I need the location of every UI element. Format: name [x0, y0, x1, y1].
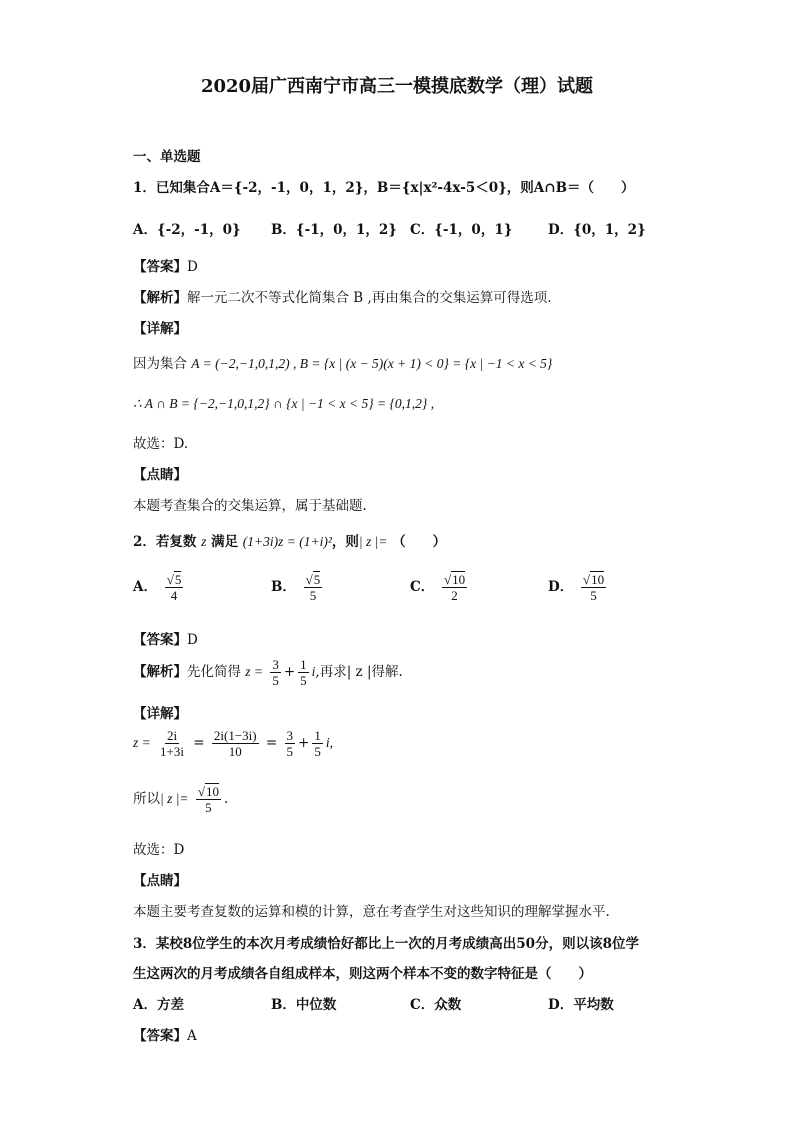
option-fraction	[304, 572, 323, 603]
q1-stem-prefix: 1．已知集合	[133, 180, 210, 196]
fraction-denominator: 5	[590, 588, 597, 603]
q2-answer	[133, 628, 198, 648]
so-prefix: 所以	[133, 791, 160, 807]
sqrt-radicand: 10	[591, 572, 605, 587]
fraction-numerator: √5	[305, 572, 321, 587]
fraction-numerator: 2i	[166, 728, 178, 743]
so-abs: | z |=	[160, 791, 189, 806]
fraction-denominator: 2	[451, 588, 458, 603]
detail-eq: =	[193, 735, 205, 751]
option-fraction	[581, 572, 606, 603]
detail-prefix: 因为集合	[133, 356, 187, 372]
q2-option-d	[548, 572, 609, 603]
q2-comment-tag: 【点睛】	[133, 873, 187, 889]
q3-option-c: C．众数	[410, 997, 462, 1013]
q1-stem-sets: A＝{-2，-1，0，1，2}，B＝{x|x²-4x-5＜0}，则A∩B＝（ ）	[209, 180, 635, 196]
analysis-i: i	[311, 664, 316, 679]
sqrt-radicand: 10	[205, 784, 219, 799]
fraction-denominator: 5	[300, 673, 307, 688]
detail-eq-2: =	[265, 735, 278, 751]
fraction-numerator: √10	[582, 572, 605, 587]
q3-option-a: A．方差	[133, 997, 184, 1013]
q2-conclusion: 故选：D	[133, 842, 185, 858]
q3-stem-line1: 3．某校8位学生的本次月考成绩恰好都比上一次的月考成绩高出50分，则以该8位学	[133, 936, 639, 952]
option-label: D．	[548, 579, 574, 595]
analysis-lhs: z =	[245, 664, 264, 679]
q2-detail-equation	[133, 728, 333, 759]
q1-option-c: C．{-1，0，1}	[410, 222, 513, 238]
answer-tag: 【答案】	[133, 632, 187, 648]
section-heading: 一、单选题	[133, 149, 201, 165]
q3-answer	[133, 1024, 197, 1044]
analysis-frac-1	[270, 657, 281, 688]
detail-frac-2	[212, 728, 259, 759]
q1-comment: 本题考查集合的交集运算，属于基础题.	[133, 498, 367, 514]
detail-frac-4	[312, 728, 323, 759]
sqrt-radicand: 10	[452, 572, 466, 587]
answer-value: D	[187, 632, 198, 648]
detail-math: A = (−2,−1,0,1,2) , B = {x | (x − 5)(x + 1) < 0} = {x | −1 < x < 5}	[191, 356, 553, 371]
fraction-denominator: 1+3i	[160, 744, 184, 759]
answer-value: A	[187, 1028, 197, 1044]
fraction-denominator: 10	[228, 744, 242, 759]
q1-detail-line1	[133, 352, 552, 372]
fraction-denominator: 5	[286, 744, 294, 759]
fraction-numerator: 2i(1−3i)	[213, 728, 257, 743]
sqrt-radicand: 5	[313, 572, 321, 587]
fraction-denominator: 4	[170, 588, 178, 603]
option-label: B．	[271, 579, 296, 595]
q2-stem-suffix: ，则	[331, 534, 359, 550]
q1-option-b: B．{-1，0，1，2}	[271, 222, 397, 238]
answer-value: D	[187, 259, 198, 275]
fraction-numerator: √10	[443, 572, 466, 587]
q1-comment-tag: 【点睛】	[133, 467, 187, 483]
analysis-text: 解一元二次不等式化简集合 B ,再由集合的交集运算可得选项.	[187, 290, 552, 306]
fraction-denominator: 5	[314, 744, 321, 759]
detail-frac-3	[285, 728, 296, 759]
q2-stem-z: z	[201, 534, 207, 549]
sqrt-radicand: 5	[174, 572, 182, 587]
q1-detail-tag: 【详解】	[133, 321, 187, 337]
q1-detail-line2: ∴ A ∩ B = {−2,−1,0,1,2} ∩ {x | −1 < x < 5} = {0,1,2} ,	[133, 396, 435, 411]
analysis-tag: 【解析】	[133, 664, 187, 680]
q1-analysis	[133, 286, 552, 306]
page-title: 2020届广西南宁市高三一模摸底数学（理）试题	[200, 76, 594, 97]
q3-stem-line2: 生这两次的月考成绩各自组成样本，则这两个样本不变的数字特征是（ ）	[133, 966, 592, 982]
detail-plus: +	[298, 735, 310, 751]
answer-tag: 【答案】	[133, 259, 187, 275]
fraction-numerator: 3	[272, 657, 279, 672]
so-frac	[196, 784, 221, 815]
q1-option-d: D．{0，1，2}	[548, 222, 646, 238]
fraction-numerator: 3	[286, 728, 294, 743]
option-fraction	[442, 572, 467, 603]
q2-option-a	[133, 572, 186, 603]
analysis-prefix: 先化简得	[187, 664, 241, 680]
fraction-denominator: 5	[309, 588, 317, 603]
fraction-numerator: √10	[197, 784, 219, 799]
fraction-numerator: 1	[300, 657, 307, 672]
detail-lhs: z =	[133, 735, 151, 750]
option-label: A．	[133, 579, 157, 595]
q3-option-b: B．中位数	[271, 997, 337, 1013]
q1-option-a: A．{-2，-1，0}	[133, 222, 241, 238]
q2-stem-abs: | z |=	[358, 534, 388, 549]
detail-frac-1	[158, 728, 186, 759]
q2-modulus-line	[133, 784, 228, 815]
fraction-denominator: 5	[272, 673, 279, 688]
q2-comment: 本题主要考查复数的运算和模的计算，意在考查学生对这些知识的理解掌握水平.	[133, 904, 610, 920]
fraction-numerator: 1	[314, 728, 321, 743]
analysis-tag: 【解析】	[133, 290, 187, 306]
q2-stem-eq: (1+3i)z = (1+i)²	[242, 534, 332, 549]
so-tail: .	[223, 791, 229, 807]
q2-option-b	[271, 572, 325, 603]
q2-option-c	[410, 572, 470, 603]
q2-detail-tag: 【详解】	[133, 706, 187, 722]
q2-analysis	[133, 657, 403, 688]
answer-tag: 【答案】	[133, 1028, 187, 1044]
q2-stem-mid: 满足	[211, 534, 239, 550]
fraction-numerator: √5	[166, 572, 182, 587]
q1-answer	[133, 255, 198, 275]
analysis-suffix: ,再求| z |得解.	[315, 664, 403, 680]
q2-stem-end: （ ）	[392, 534, 447, 550]
option-fraction	[165, 572, 184, 603]
q3-option-d: D．平均数	[548, 997, 614, 1013]
q1-stem	[133, 176, 635, 196]
detail-tail: i,	[325, 735, 333, 750]
fraction-denominator: 5	[205, 800, 212, 815]
option-label: C．	[410, 579, 435, 595]
analysis-plus: +	[283, 664, 296, 680]
q2-stem	[133, 530, 446, 550]
analysis-frac-2	[298, 657, 309, 688]
q1-conclusion: 故选：D.	[133, 436, 189, 452]
q2-stem-prefix: 2．若复数	[133, 534, 197, 550]
